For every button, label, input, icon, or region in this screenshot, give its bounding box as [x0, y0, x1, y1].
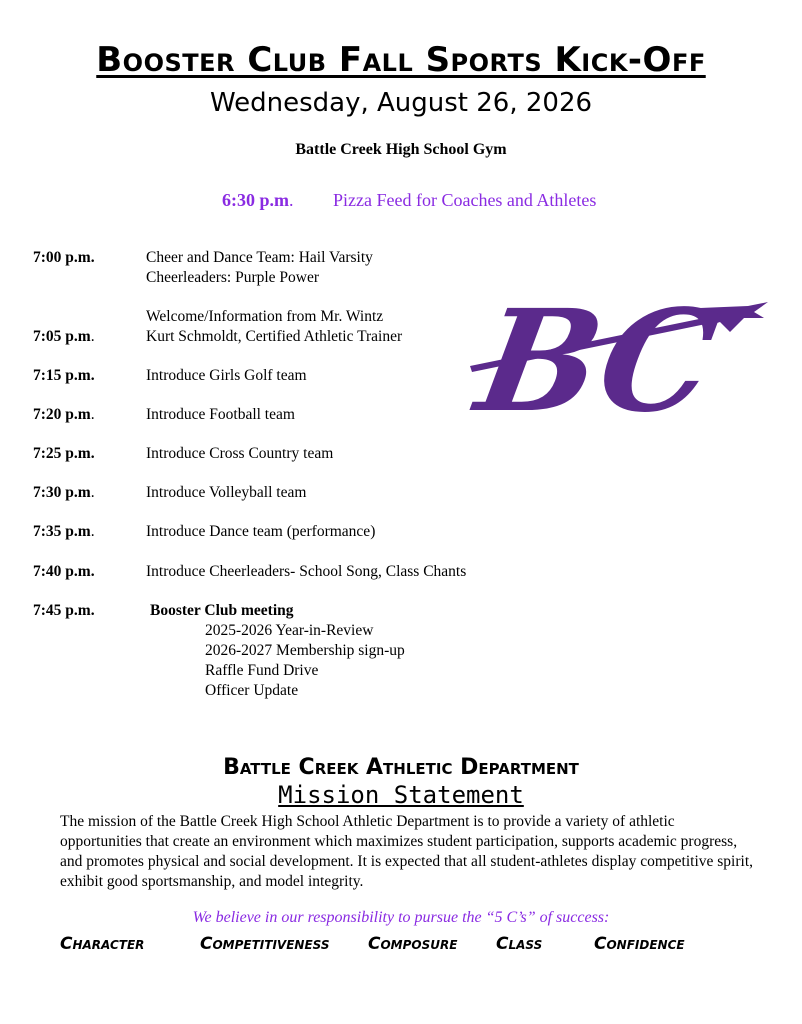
schedule-desc: Introduce Girls Golf team: [146, 367, 307, 384]
value-competitiveness: Competitiveness: [200, 934, 330, 954]
pizza-time: 6:30 p.m.: [222, 190, 294, 210]
schedule-desc: Booster Club meeting: [150, 602, 294, 619]
schedule-desc: Cheerleaders: Purple Power: [146, 269, 320, 286]
pizza-desc: Pizza Feed for Coaches and Athletes: [333, 190, 597, 210]
schedule-time: 7:35 p.m.: [33, 523, 95, 540]
value-confidence: Confidence: [594, 934, 685, 954]
schedule-desc: Welcome/Information from Mr. Wintz: [146, 308, 384, 325]
schedule-time: 7:05 p.m.: [33, 328, 95, 345]
value-character: Character: [60, 934, 145, 954]
schedule-desc: Introduce Dance team (performance): [146, 523, 376, 540]
value-class: Class: [496, 934, 543, 954]
logo-text: BC: [468, 280, 729, 428]
belief-statement: We believe in our responsibility to pursue the “5 C’s” of success:: [192, 909, 610, 926]
schedule-time: 7:25 p.m.: [33, 445, 95, 462]
schedule-desc: Introduce Cross Country team: [146, 445, 334, 462]
meeting-item: Officer Update: [205, 682, 299, 699]
schedule-time: 7:45 p.m.: [33, 602, 95, 619]
schedule-desc: Kurt Schmoldt, Certified Athletic Trainer: [146, 328, 403, 345]
bc-logo: [468, 278, 768, 428]
mission-statement: The mission of the Battle Creek High School Athletic Department is to provide a variety of athletic opportunities that create an environment which maximizes student participation, supports academic progress, and promotes physical and social development. It is expected that all student-athletes display competitive spirit, exhibit good sportsmanship, and model integrity.: [60, 813, 754, 890]
schedule-time: 7:20 p.m.: [33, 406, 95, 423]
value-composure: Composure: [368, 934, 458, 954]
schedule-time: 7:40 p.m.: [33, 563, 95, 580]
bc-logo-graphic: [468, 278, 768, 428]
event-date: Wednesday, August 26, 2026: [209, 88, 593, 118]
meeting-item: 2025-2026 Year-in-Review: [205, 622, 374, 639]
schedule-time: 7:30 p.m.: [33, 484, 95, 501]
schedule-time: 7:00 p.m.: [33, 249, 95, 266]
meeting-item: 2026-2027 Membership sign-up: [205, 642, 405, 659]
schedule-desc: Introduce Cheerleaders- School Song, Class Chants: [146, 563, 467, 580]
schedule-time: 7:15 p.m.: [33, 367, 95, 384]
schedule-desc: Introduce Volleyball team: [146, 484, 307, 501]
mission-heading: Mission Statement: [278, 781, 524, 809]
meeting-item: Raffle Fund Drive: [205, 662, 319, 679]
department-name: Battle Creek Athletic Department: [223, 755, 579, 780]
event-venue: Battle Creek High School Gym: [295, 141, 507, 158]
page-title: Booster Club Fall Sports Kick-Off: [96, 40, 706, 80]
schedule-desc: Introduce Football team: [146, 406, 295, 423]
schedule-desc: Cheer and Dance Team: Hail Varsity: [146, 249, 373, 266]
